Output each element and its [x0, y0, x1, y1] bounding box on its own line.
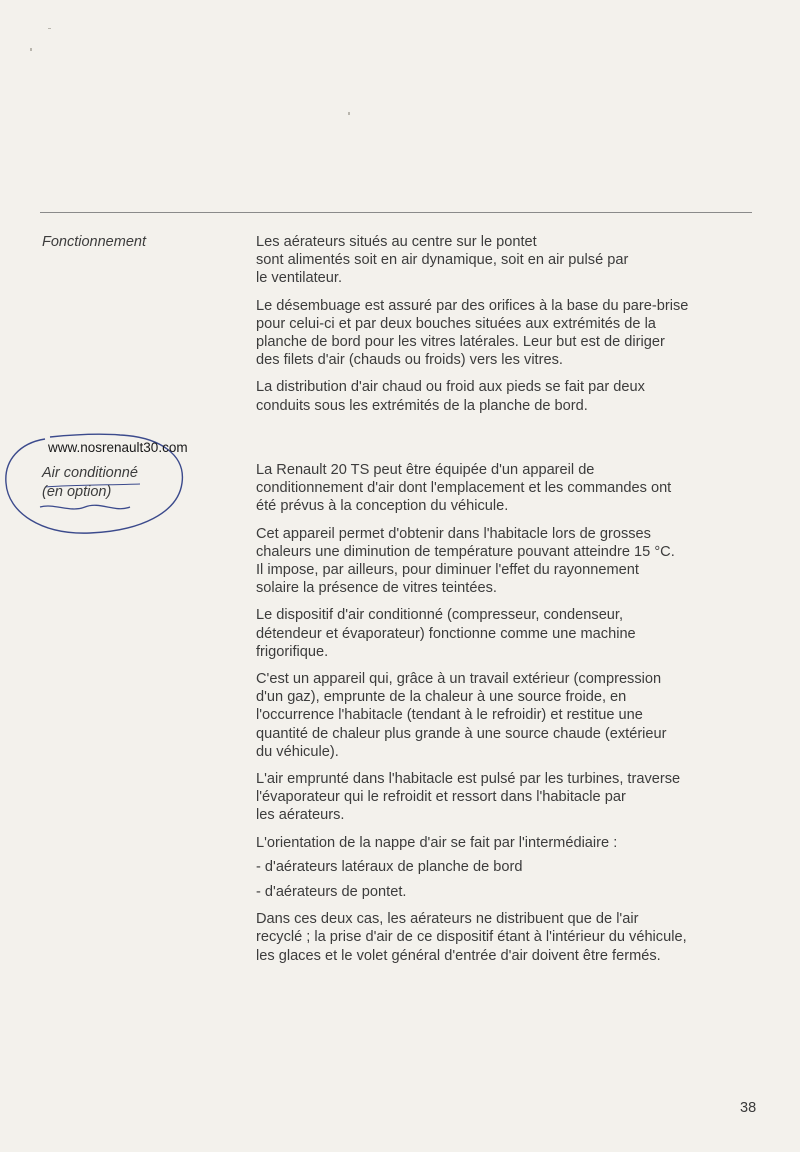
paragraph: Le dispositif d'air conditionné (compresseur, condenseur, détendeur et évaporateur) fonctionne comme une machine frigorifique. — [256, 607, 636, 660]
paragraph: La Renault 20 TS peut être équipée d'un appareil de conditionnement d'air dont l'emplacement et les commandes ont été prévus à la conception du véhicule. — [256, 462, 672, 515]
paragraph: C'est un appareil qui, grâce à un travail extérieur (compression d'un gaz), emprunte de la chaleur à une source froide, en l'occurrence l'habitacle (tendant à le refroidir) et restitue une quantité de chaleur plus grande à une source chaude (extérieur du véhicule). — [256, 671, 667, 760]
paper-speck — [30, 48, 32, 51]
section-divider — [40, 212, 752, 213]
paragraph: L'orientation de la nappe d'air se fait par l'intermédiaire : — [256, 834, 618, 851]
list-item: - d'aérateurs latéraux de planche de bord — [256, 858, 523, 875]
paragraph: L'air emprunté dans l'habitacle est pulsé par les turbines, traverse l'évaporateur qui le refroidit et ressort dans l'habitacle par les aérateurs. — [256, 771, 681, 824]
paragraph: Cet appareil permet d'obtenir dans l'habitacle lors de grosses chaleurs une diminution de température pouvant atteindre 15 °C. Il impose, par ailleurs, pour diminuer l'effet du rayonnement solaire la présence de vitres teintées. — [256, 525, 675, 597]
paragraph: Le désembuage est assuré par des orifices à la base du pare-brise pour celui-ci et par deux bouches situées aux extrémités de la planche de bord pour les vitres latérales. Leur but est de diriger des filets d'air (chauds ou froids) vers les vitres. — [256, 297, 689, 369]
paper-speck — [48, 28, 51, 29]
page-number: 38 — [740, 1100, 757, 1116]
section-heading-fonctionnement: Fonctionnement — [42, 234, 146, 250]
section-body-air-conditionne — [256, 461, 756, 974]
paragraph: Dans ces deux cas, les aérateurs ne distribuent que de l'air recyclé ; la prise d'air de ce dispositif étant à l'intérieur du véhicule, les glaces et le volet général d'entrée d'air doivent être fermés. — [256, 911, 687, 964]
section-subheading-option: (en option) — [42, 484, 112, 500]
watermark-url: www.nosrenault30.com — [48, 440, 188, 455]
section-body-fonctionnement — [256, 233, 756, 424]
paragraph: La distribution d'air chaud ou froid aux pieds se fait par deux conduits sous les extrémités de la planche de bord. — [256, 379, 645, 414]
section-heading-air-conditionne: Air conditionné — [42, 465, 138, 481]
paper-speck — [348, 112, 350, 115]
list-item: - d'aérateurs de pontet. — [256, 884, 407, 901]
paragraph: Les aérateurs situés au centre sur le pontet sont alimentés soit en air dynamique, soit en air pulsé par le ventilateur. — [256, 234, 629, 287]
